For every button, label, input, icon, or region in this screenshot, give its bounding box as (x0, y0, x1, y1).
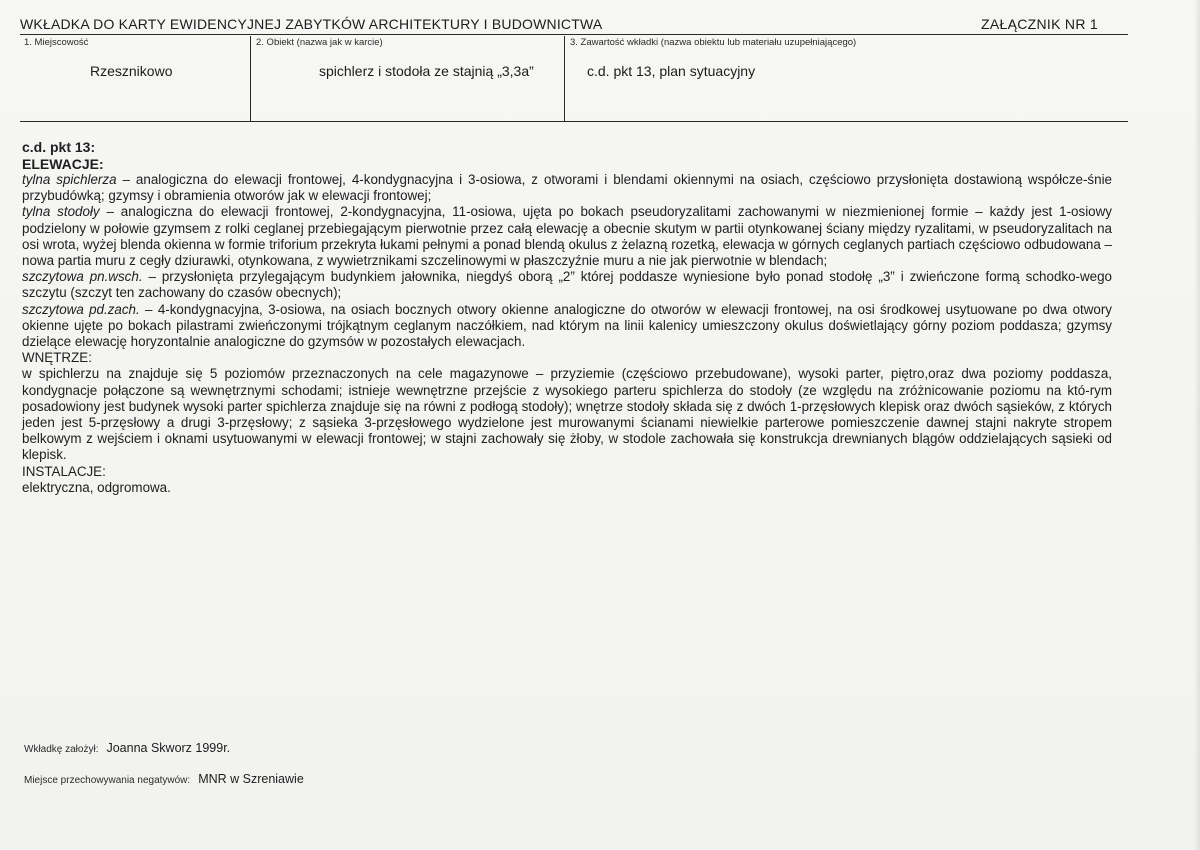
object-value: spichlerz i stodoła ze stajnią „3,3a” (319, 63, 534, 79)
locality-label: 1. Miejscowość (24, 37, 89, 48)
author-value: Joanna Skworz 1999r. (106, 741, 231, 755)
storage-line (24, 772, 304, 786)
paragraph-installations: elektryczna, odgromowa. (22, 479, 171, 495)
author-line (24, 741, 230, 755)
term-rear-granary: tylna spichlerza (22, 172, 117, 187)
author-label: Wkładkę założył: (24, 744, 99, 755)
document-title: WKŁADKA DO KARTY EWIDENCYJNEJ ZABYTKÓW ARCHITEKTURY I BUDOWNICTWA (20, 16, 603, 32)
paragraph-rear-barn (22, 204, 1112, 269)
paragraph-interior: w spichlerzu na znajduje się 5 poziomów przeznaczonych na cele magazynowe – przyziemie (częściowo przebudowane), wysoki parter, piętro,oraz dwa poziomy poddasza, kondygnacje połączone są wewnętrznymi schodami; istnieje wewnętrzne przejście z wysokiego parteru spichlerza do stodoły (ze względu na zróżnicowanie poziomu na któ-rym posadowiony jest budynek wysoki parter spichlerza znajduje się na równi z podłogą stodoły); wnętrze stodoły składa się z dwóch 1-przęsłowych klepisk oraz dwóch sąsieków, z których jeden jest 5-przęsłowy a drugi 3-przęsłowy; z sąsieka 3-przęsłowego wydzielone jest murowanymi ścianami niewielkie parterowe pomieszczenie dawnej stajni nakryte stropem belkowym z wejściem i oknami usytuowanymi w elewacji frontowej; w stajni zachowały się żłoby, w stodole zachowała się konstrukcja drewnianych blągów oddzielających sąsieki od klepisk. (22, 366, 1112, 463)
continuation-heading: c.d. pkt 13: (22, 139, 96, 155)
document-header (20, 16, 1128, 35)
paragraph-gable-ne (22, 269, 1112, 301)
object-label: 2. Obiekt (nazwa jak w karcie) (256, 37, 383, 48)
term-rear-barn: tylna stodoły (22, 204, 100, 220)
storage-value: MNR w Szreniawie (198, 772, 304, 786)
text-gable-sw: – 4-kondygnacyjna, 3-osiowa, na osiach bocznych otwory okienne analogiczne do otworów w elewacji frontowej, na osi środkowej usytuowane po dwa otwory okienne ujęte po bokach pilastrami zwieńczonymi trójkątnym ceglanym naczółkiem, nad którym na linii kalenicy umieszczony okulus doświetlający górny poziom poddasza; gzymsy dzielące elewację horyzontalnie analogiczne do gzymsów w pozostałych elewacjach. (22, 301, 1113, 350)
document-body (22, 139, 1112, 496)
object-cell (250, 36, 564, 121)
content-value: c.d. pkt 13, plan sytuacyjny (587, 63, 756, 79)
text-gable-ne: – przysłonięta przylegającym budynkiem jałownika, niegdyś oborą „2” której poddasze wyniesione było ponad stodołę „3” i zwieńczone formą schodko-wego szczytu (szczyt ten zachowany do czasów obecnych); (22, 269, 1113, 301)
annex-number: ZAŁĄCZNIK NR 1 (981, 16, 1098, 32)
text-rear-granary: – analogiczna do elewacji frontowej, 4-kondygnacyjna i 3-osiowa, z otworami i blendami okiennymi na osiach, częściowo przysłonięta dostawioną współcze-śnie przybudówką; gzymsy i obramienia otworów jak w elewacji frontowej; (22, 172, 1112, 204)
term-gable-sw: szczytowa pd.zach. (22, 301, 140, 317)
page-edge-shadow (1194, 0, 1200, 850)
storage-label: Miejsce przechowywania negatywów: (24, 775, 191, 786)
content-cell (564, 36, 1128, 121)
term-gable-ne: szczytowa pn.wsch. (22, 269, 143, 285)
content-label: 3. Zawartość wkładki (nazwa obiektu lub materiału uzupełniającego) (570, 37, 857, 48)
interior-heading: WNĘTRZE: (22, 350, 92, 366)
paragraph-rear-granary (22, 172, 1112, 204)
paragraph-gable-sw (22, 302, 1112, 351)
text-rear-barn: – analogiczna do elewacji frontowej, 2-kondygnacyjna, 11-osiowa, ujęta po bokach pseudoryzalitami zachowanymi w niezmienionej formie – każdy jest 1-osiowy podzielony w połowie gzymsem z rolki ceglanej przebiegającym pierwotnie przez całą elewację a obecnie skutym w partii otynkowanej ściany między ryzalitami, w pseudoryzalitach na osi wrota, wyżej blenda okienna w formie triforium przekryta łukami pełnymi a ponad blendą okulus z żelazną rozetką, elewacja w górnych ceglanych partiach częściowo odbudowana – nowa partia muru z cegły dziurawki, otynkowana, z wywietrznikami szczelinowymi w płaszczyźnie muru a nie jak pierwotnie w blendach; (22, 204, 1112, 269)
locality-value: Rzesznikowo (90, 63, 173, 79)
info-table (20, 36, 1128, 122)
installations-heading: INSTALACJE: (22, 463, 106, 479)
locality-cell (20, 36, 250, 121)
elevations-heading: ELEWACJE: (22, 155, 104, 172)
